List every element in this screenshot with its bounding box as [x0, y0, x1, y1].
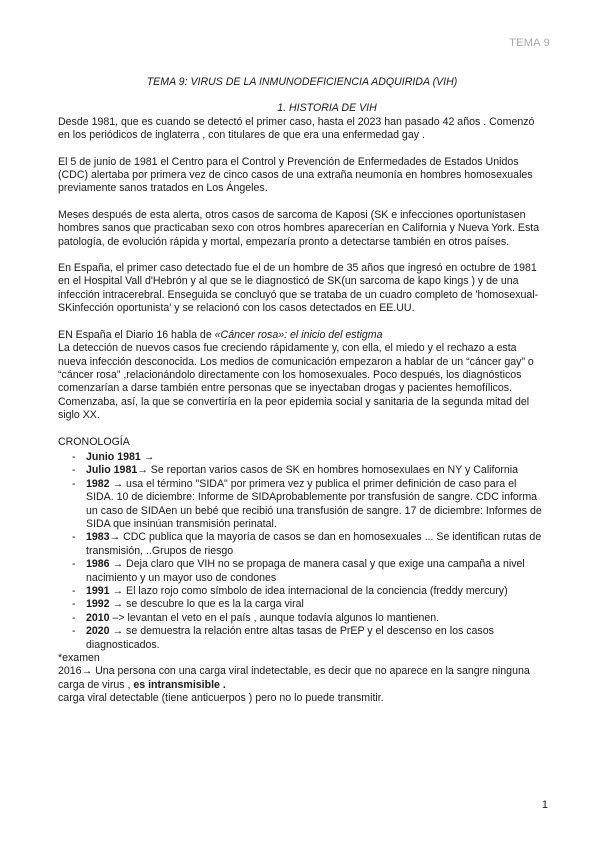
event-text: → El lazo rojo como símbolo de idea internacional de la conciencia (freddy mercury) [109, 585, 508, 597]
list-dash: - [72, 450, 76, 463]
paragraph-intro: Desde 1981, que es cuando se detectó el primer caso, hasta el 2023 han pasado 42 años . Comenzó en los periódicos de inglaterra , con titulares de que era una enfermedad gay . [58, 115, 535, 142]
list-item [58, 531, 546, 558]
list-item [58, 558, 546, 585]
note-2016-emphasis: es intransmisible . [133, 678, 226, 691]
year-label: 1986 [86, 558, 110, 571]
document-title: TEMA 9: VIRUS DE LA INMUNODEFICIENCIA ADQUIRIDA (VIH) [146, 76, 458, 88]
cancer-rosa-quote: «Cáncer rosa»: el inicio del estigma [214, 328, 383, 341]
cronologia-heading: CRONOLOGÍA [58, 435, 130, 448]
year-label: 1983 [86, 531, 110, 544]
list-item [58, 464, 546, 477]
document-body [58, 76, 546, 706]
note-carga-detectable: carga viral detectable (tiene anticuerpos ) pero no lo puede transmitir. [58, 692, 384, 705]
list-item [58, 625, 546, 652]
paragraph-diario16 [58, 329, 546, 342]
event-text: → [140, 450, 155, 463]
list-item [58, 478, 546, 532]
year-label: 1991 [86, 585, 110, 597]
cronologia-list [58, 451, 546, 652]
list-dash: - [72, 625, 76, 638]
page-number: 1 [541, 799, 548, 811]
list-item [58, 612, 546, 625]
event-text: → usa el término "SIDA" por primera vez y publica el primer definición de caso para el SIDA. 10 de diciembre: Informe de SIDAprobablemente por transfusión de sangre. CDC informa un caso de SIDAen un bebé que recibió una transfusión de sangre. 17 de diciembre: Informes de SIDA que insinúan transmisión perinatal. [86, 477, 542, 530]
paragraph-kaposi: Meses después de esta alerta, otros casos de sarcoma de Kaposi (SK e infecciones oportunistasen hombres sanos que practicaban sexo con otros hombres aparecerían en California y Nueva York. Esta patología, de evolución rápida y mortal, empezaría pronto a detectarse también en otros países. [58, 208, 540, 248]
list-item [58, 451, 546, 464]
diario16-text: EN España el Diario 16 habla de [58, 328, 215, 341]
year-label: 1982 [86, 477, 110, 490]
year-label: Julio 1981 [86, 464, 138, 477]
list-dash: - [72, 611, 76, 624]
note-2016-text: 2016→ Una persona con una carga viral indetectable, es decir que no aparece en la sangre ninguna carga de virus , [58, 665, 530, 691]
section-heading-historia: 1. HISTORIA DE VIH [277, 102, 377, 115]
list-dash: - [72, 558, 76, 571]
list-dash: - [72, 464, 76, 477]
event-text: → Deja claro que VIH no se propaga de manera casal y que exige una campaña a nivel nacimiento y un mayor uso de condones [86, 558, 525, 584]
list-dash: - [72, 598, 76, 611]
list-item [58, 598, 546, 611]
year-label: 2010 [86, 611, 110, 624]
event-text: → Se reportan varios casos de SK en hombres homosexulaes en NY y California [137, 464, 519, 477]
paragraph-cdc-alert: El 5 de junio de 1981 el Centro para el Control y Prevención de Enfermedades de Estados Unidos (CDC) alertaba por primera vez de cinco casos de una extraña neumonía en hombres homosexuales previamente sanos tratados en Los Ángeles. [58, 155, 533, 195]
paragraph-spain-first-case: En España, el primer caso detectado fue el de un hombre de 35 años que ingresó en octubre de 1981 en el Hospital Vall d'Hebrón y al que se le diagnosticó de SK(un sarcoma de kapo kings ) y de una infección intracerebral. Enseguida se concluyó que se trataba de un cuadro completo de 'homosexual-SKinfección oportunista' y se relacionó con los casos detectados en EE.UU. [58, 262, 539, 315]
note-examen: *examen [58, 652, 100, 665]
year-label: Junio 1981 [86, 450, 141, 463]
list-dash: - [72, 585, 76, 597]
event-text: → se demuestra la relación entre altas tasas de PrEP y el descenso en los casos diagnosticados. [86, 625, 494, 651]
year-label: 1992 [86, 598, 110, 611]
event-text: → se descubre lo que es la la carga viral [109, 598, 304, 611]
header-topic-tag: TEMA 9 [509, 37, 550, 49]
list-item [58, 585, 546, 598]
event-text: –> levantan el veto en el país , aunque todavía algunos lo mantienen. [109, 611, 440, 624]
list-dash: - [72, 477, 76, 490]
note-2016-intransmisible [58, 665, 546, 692]
year-label: 2020 [86, 625, 110, 638]
event-text: → CDC publica que la mayoría de casos se dan en homosexuales ... Se identifican rutas de transmisión, ..Grupos de riesgo [86, 531, 542, 557]
list-dash: - [72, 531, 76, 544]
paragraph-stigma: La detección de nuevos casos fue creciendo rápidamente y, con ella, el miedo y el rechazo a esta nueva infección desconocida. Los medios de comunicación empezaron a hablar de un “cáncer gay” o “cáncer rosa” ,relacionándolo directamente con los homosexuales. Poco después, los diagnósticos comenzarían a darse también entre personas que se inyectaban drogas y pacientes hemofílicos. Comenzaba, así, la que se convertiría en la peor epidemia social y sanitaria de la segunda mitad del siglo XX. [58, 342, 534, 422]
